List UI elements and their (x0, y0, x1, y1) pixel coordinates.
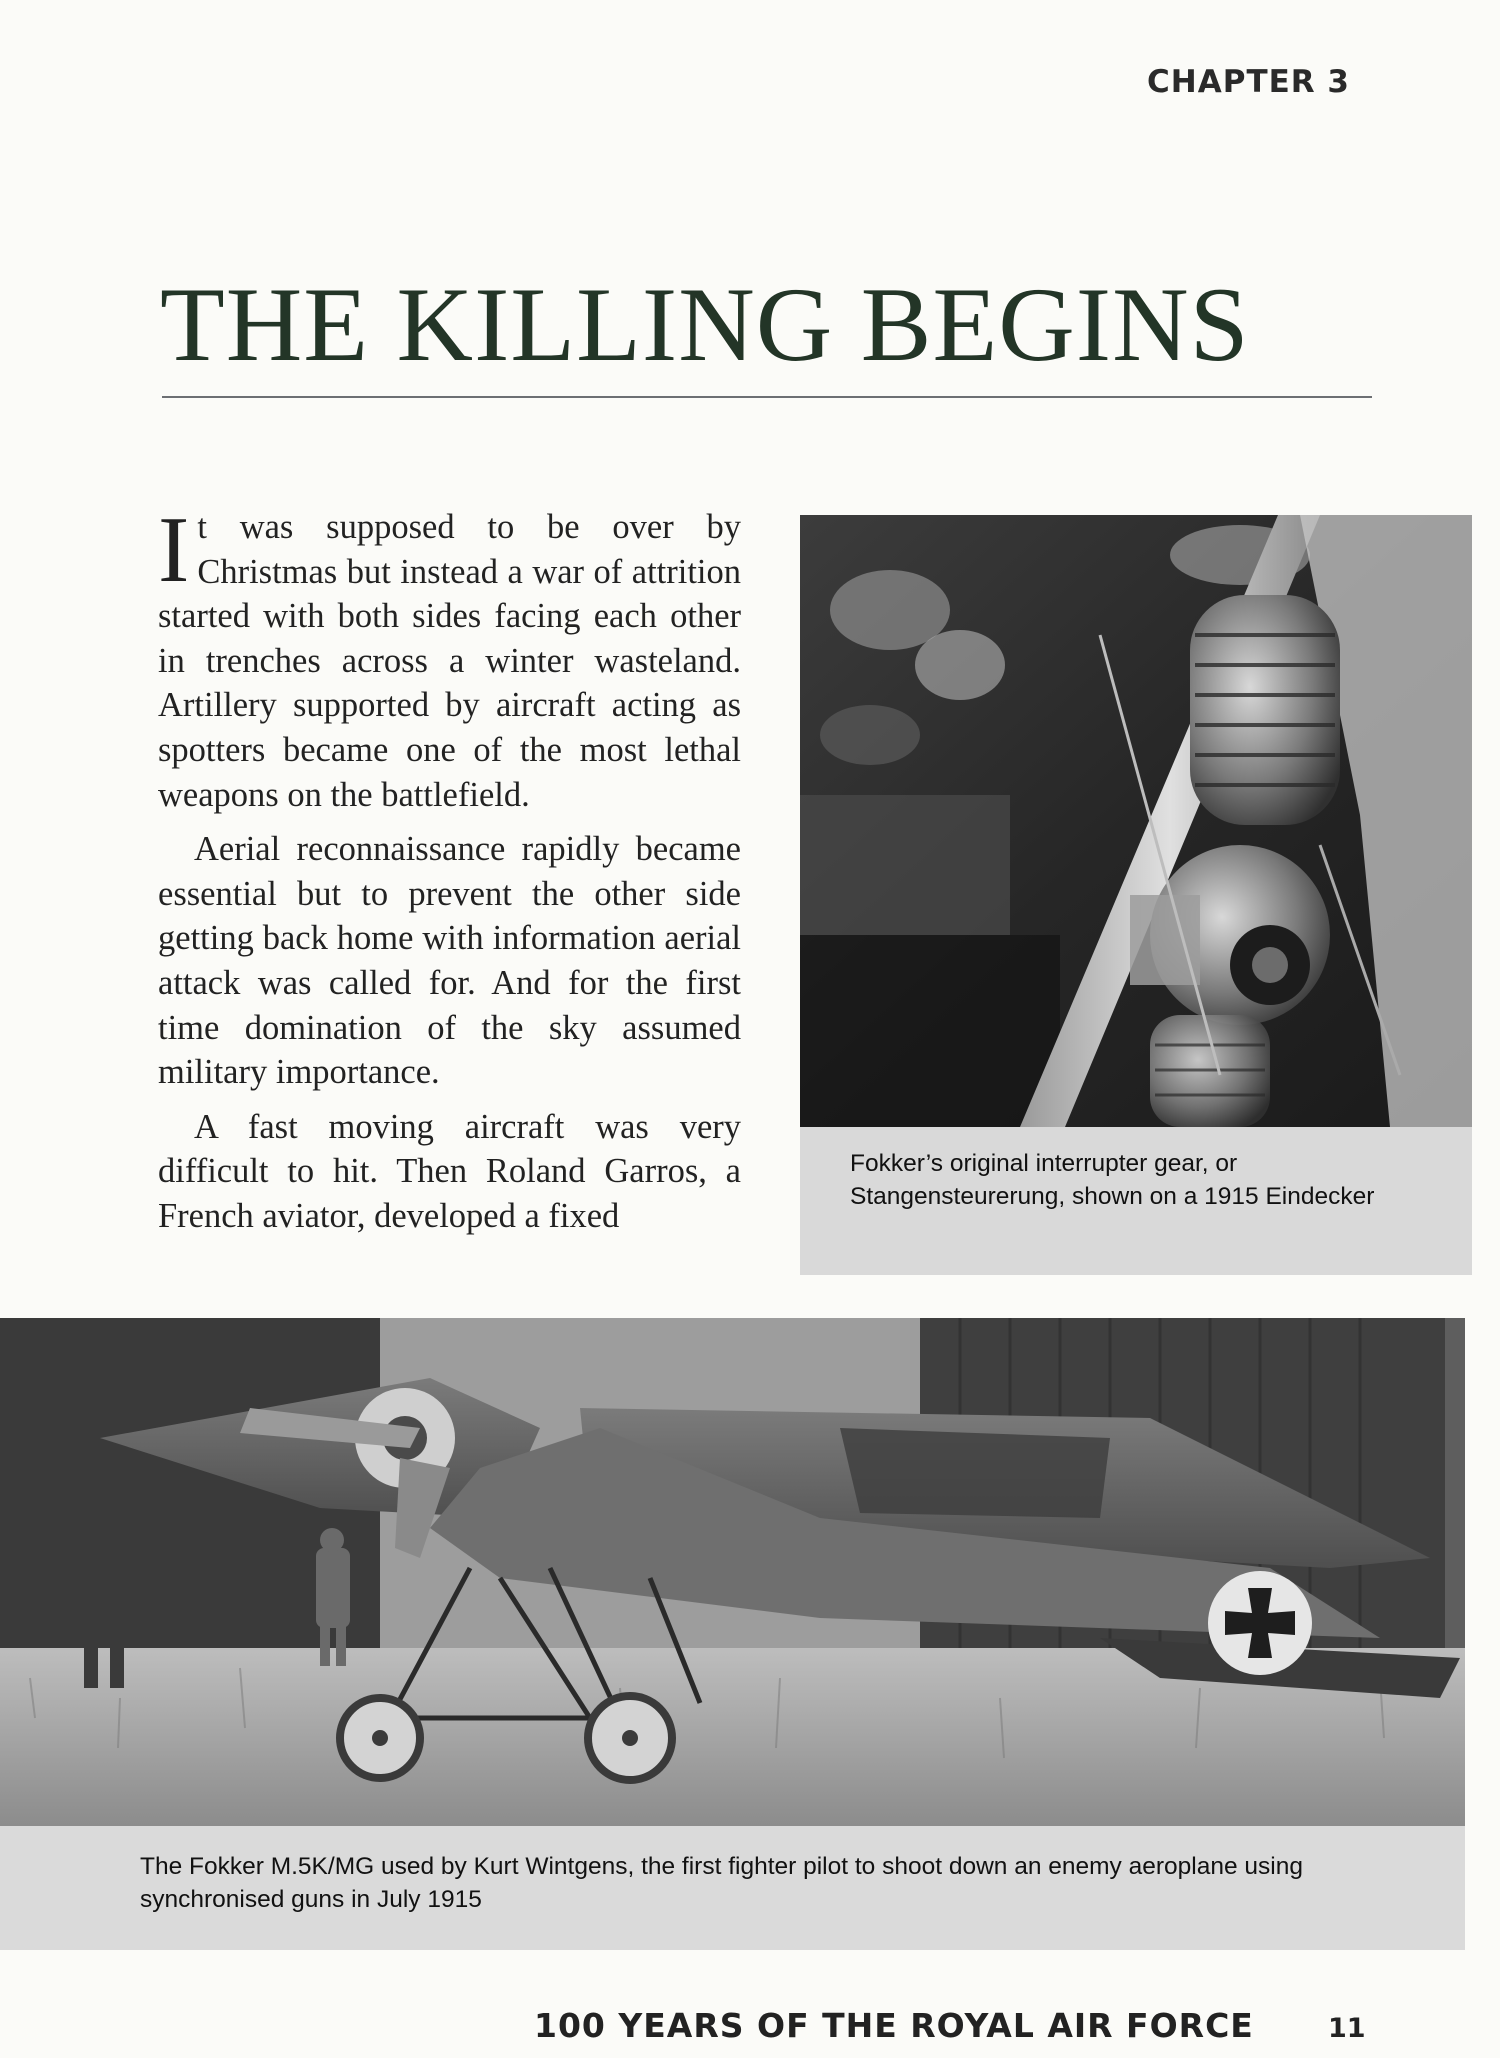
fokker-monoplane-photo (0, 1318, 1465, 1826)
engine-photo-caption: Fokker’s original interrupter gear, or Stangensteurerung, shown on a 1915 Eindecker (850, 1150, 1375, 1210)
paragraph-3: A fast moving aircraft was very difficult to hit. Then Roland Garros, a French aviator, developed a fixed (158, 1107, 741, 1235)
paragraph-1 (158, 498, 741, 817)
title-underline (162, 396, 1372, 398)
paragraph-1-text: t was supposed to be over by Christmas but instead a war of attrition started with both sides facing each other in trenches across a winter wasteland. Artillery supported by aircraft acting as spotters became one of the most lethal weapons on the battlefield. (158, 508, 741, 814)
drop-cap: I (158, 498, 190, 602)
page-number: 11 (1328, 2013, 1366, 2044)
article-body (158, 498, 741, 1249)
chapter-label: CHAPTER 3 (1147, 64, 1350, 100)
engine-photo-caption-box (800, 1127, 1472, 1275)
fokker-monoplane-caption: The Fokker M.5K/MG used by Kurt Wintgens, the first fighter pilot to shoot down an enemy aeroplane using synchronised guns in July 1915 (140, 1853, 1303, 1913)
page-title: THE KILLING BEGINS (160, 266, 1250, 383)
paragraph-2: Aerial reconnaissance rapidly became essential but to prevent the other side getting back home with information aerial attack was called for. And for the first time domination of the sky assumed military importance. (158, 830, 741, 1092)
publication-footer: 100 YEARS OF THE ROYAL AIR FORCE (534, 2006, 1254, 2045)
engine-photo (800, 515, 1472, 1127)
fokker-monoplane-caption-box (0, 1826, 1465, 1950)
